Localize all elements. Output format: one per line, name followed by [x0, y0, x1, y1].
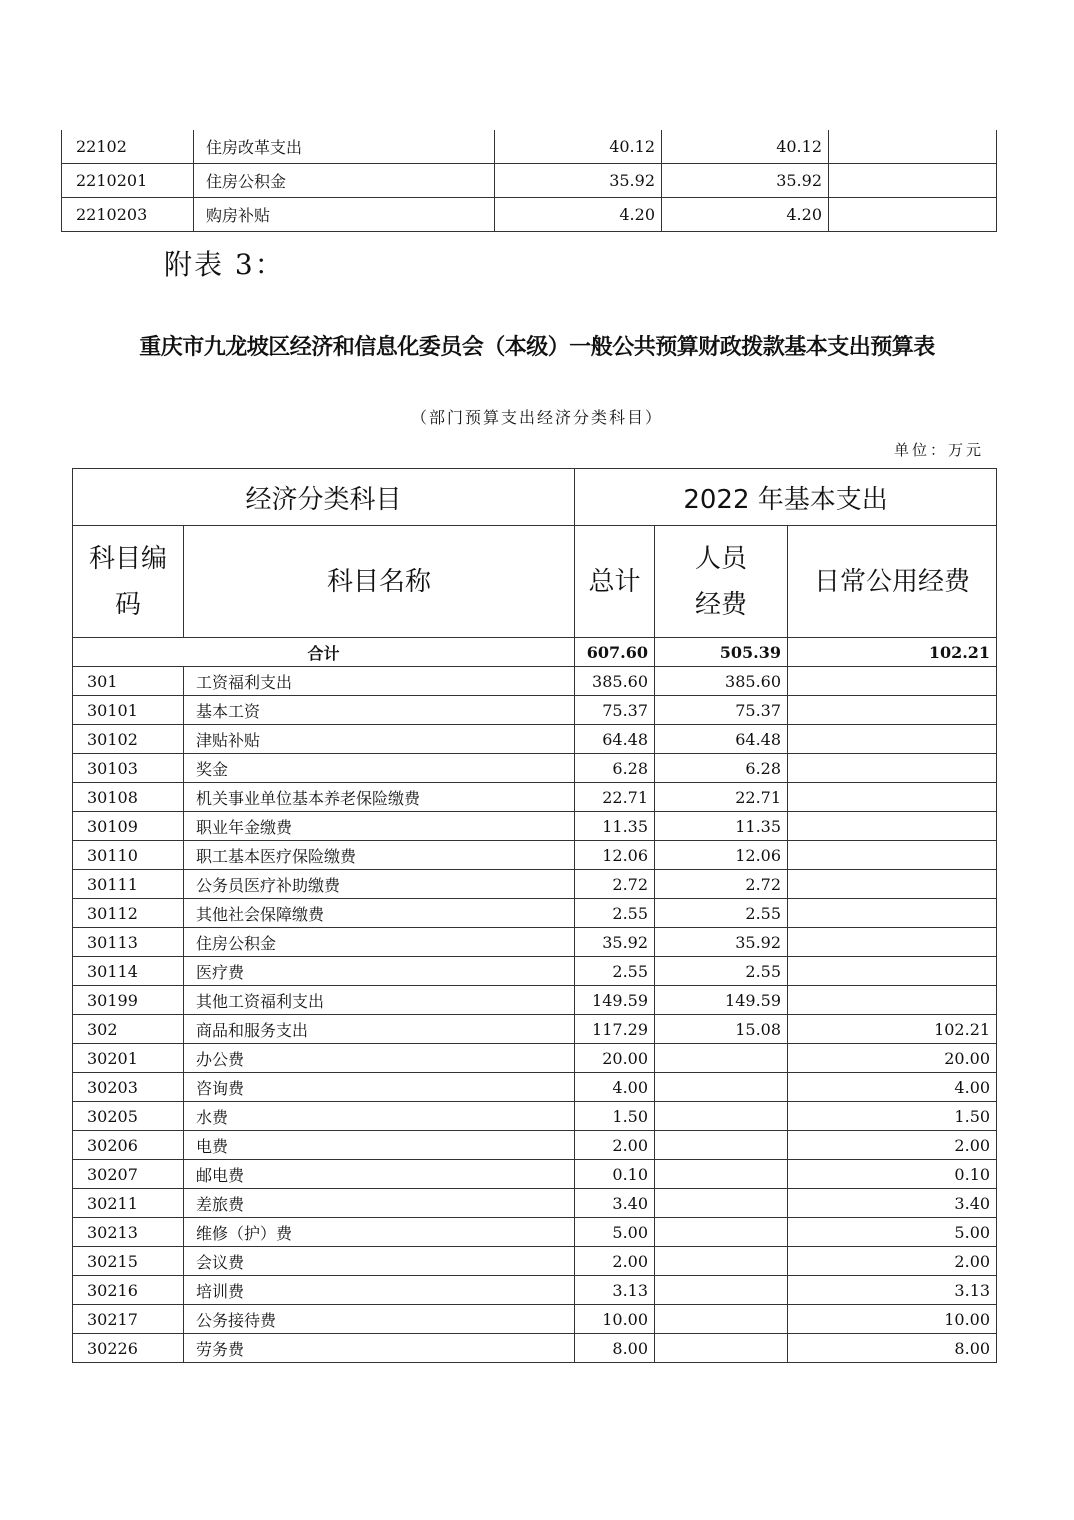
table-row — [73, 696, 997, 725]
cell-total: 3.40 — [575, 1189, 655, 1218]
table-row — [73, 899, 997, 928]
cell-code: 30203 — [73, 1073, 184, 1102]
cell-personnel: 2.72 — [655, 870, 788, 899]
cell-public — [788, 725, 997, 754]
cell-code: 30217 — [73, 1305, 184, 1334]
cell-personnel: 6.28 — [655, 754, 788, 783]
cell-name: 住房公积金 — [184, 928, 575, 957]
cell-public: 0.10 — [788, 1160, 997, 1189]
cell-name: 劳务费 — [184, 1334, 575, 1363]
cell-total: 2.55 — [575, 899, 655, 928]
cell-total: 385.60 — [575, 667, 655, 696]
cell-public: 3.13 — [788, 1276, 997, 1305]
header-public: 日常公用经费 — [788, 526, 997, 638]
cell-total: 11.35 — [575, 812, 655, 841]
table-row — [73, 1015, 997, 1044]
cell-personnel: 11.35 — [655, 812, 788, 841]
cell-name: 培训费 — [184, 1276, 575, 1305]
cell-name: 水费 — [184, 1102, 575, 1131]
header-total: 总计 — [575, 526, 655, 638]
table-row — [73, 870, 997, 899]
cell-public — [788, 899, 997, 928]
cell-personnel — [655, 1334, 788, 1363]
cell-name: 电费 — [184, 1131, 575, 1160]
cell-name: 津贴补贴 — [184, 725, 575, 754]
cell-total: 117.29 — [575, 1015, 655, 1044]
cell-name: 差旅费 — [184, 1189, 575, 1218]
cell-name: 商品和服务支出 — [184, 1015, 575, 1044]
cell-personnel: 385.60 — [655, 667, 788, 696]
cell-total: 149.59 — [575, 986, 655, 1015]
cell-personnel — [655, 1073, 788, 1102]
cell-personnel: 35.92 — [655, 928, 788, 957]
cell-total: 0.10 — [575, 1160, 655, 1189]
cell-total: 2.00 — [575, 1247, 655, 1276]
table-row — [73, 986, 997, 1015]
cell-name: 基本工资 — [184, 696, 575, 725]
total-label: 合计 — [73, 638, 575, 667]
cell-total: 35.92 — [495, 164, 662, 198]
cell-code: 30109 — [73, 812, 184, 841]
cell-public — [788, 928, 997, 957]
cell-name: 会议费 — [184, 1247, 575, 1276]
cell-public — [788, 870, 997, 899]
cell-personnel: 2.55 — [655, 899, 788, 928]
cell-public: 4.00 — [788, 1073, 997, 1102]
budget-table-header — [73, 469, 997, 638]
cell-name: 职业年金缴费 — [184, 812, 575, 841]
cell-public — [788, 783, 997, 812]
header-basic-expenditure: 2022 年基本支出 — [575, 469, 997, 526]
cell-personnel — [655, 1218, 788, 1247]
cell-public: 1.50 — [788, 1102, 997, 1131]
cell-total: 3.13 — [575, 1276, 655, 1305]
cell-total: 2.00 — [575, 1131, 655, 1160]
page-title: 重庆市九龙坡区经济和信息化委员会（本级）一般公共预算财政拨款基本支出预算表 — [139, 335, 935, 360]
cell-personnel — [655, 1131, 788, 1160]
cell-code: 30112 — [73, 899, 184, 928]
cell-total: 6.28 — [575, 754, 655, 783]
table-row — [73, 957, 997, 986]
cell-name: 咨询费 — [184, 1073, 575, 1102]
cell-personnel: 4.20 — [662, 198, 829, 232]
cell-name: 机关事业单位基本养老保险缴费 — [184, 783, 575, 812]
total-total: 607.60 — [575, 638, 655, 667]
cell-name: 公务员医疗补助缴费 — [184, 870, 575, 899]
table-row — [73, 1247, 997, 1276]
cell-personnel — [655, 1160, 788, 1189]
table-row — [73, 783, 997, 812]
cell-personnel — [655, 1044, 788, 1073]
table-row — [73, 1189, 997, 1218]
cell-personnel — [655, 1276, 788, 1305]
table-row — [73, 754, 997, 783]
table-row — [62, 130, 997, 164]
cell-personnel — [655, 1305, 788, 1334]
cell-name: 医疗费 — [184, 957, 575, 986]
header-personnel: 人员经费 — [655, 526, 788, 638]
cell-code: 30102 — [73, 725, 184, 754]
cell-personnel — [655, 1189, 788, 1218]
cell-public: 8.00 — [788, 1334, 997, 1363]
cell-total: 5.00 — [575, 1218, 655, 1247]
cell-public — [829, 130, 997, 164]
table-row — [62, 198, 997, 232]
cell-personnel: 2.55 — [655, 957, 788, 986]
header-economic-category: 经济分类科目 — [73, 469, 575, 526]
table-row — [73, 1073, 997, 1102]
cell-public — [788, 812, 997, 841]
table-row — [73, 928, 997, 957]
total-personnel: 505.39 — [655, 638, 788, 667]
cell-personnel — [655, 1247, 788, 1276]
cell-code: 30205 — [73, 1102, 184, 1131]
cell-name: 住房改革支出 — [194, 130, 495, 164]
cell-personnel: 149.59 — [655, 986, 788, 1015]
cell-total: 2.55 — [575, 957, 655, 986]
cell-name: 职工基本医疗保险缴费 — [184, 841, 575, 870]
continued-table — [61, 130, 997, 232]
table-row — [73, 1044, 997, 1073]
cell-public — [788, 696, 997, 725]
continued-table-body — [62, 130, 997, 232]
cell-total: 4.20 — [495, 198, 662, 232]
cell-total: 4.00 — [575, 1073, 655, 1102]
cell-code: 30110 — [73, 841, 184, 870]
cell-total: 1.50 — [575, 1102, 655, 1131]
cell-name: 维修（护）费 — [184, 1218, 575, 1247]
table-row — [73, 841, 997, 870]
cell-total: 20.00 — [575, 1044, 655, 1073]
cell-public: 10.00 — [788, 1305, 997, 1334]
cell-public: 2.00 — [788, 1247, 997, 1276]
cell-code: 30113 — [73, 928, 184, 957]
cell-name: 其他社会保障缴费 — [184, 899, 575, 928]
table-row — [73, 812, 997, 841]
table-row — [62, 164, 997, 198]
cell-code: 30216 — [73, 1276, 184, 1305]
table-row — [73, 1131, 997, 1160]
budget-table — [72, 468, 997, 1363]
cell-public — [829, 198, 997, 232]
cell-total: 12.06 — [575, 841, 655, 870]
cell-total: 64.48 — [575, 725, 655, 754]
cell-personnel: 75.37 — [655, 696, 788, 725]
total-public: 102.21 — [788, 638, 997, 667]
table-row — [73, 1218, 997, 1247]
cell-personnel: 22.71 — [655, 783, 788, 812]
cell-total: 40.12 — [495, 130, 662, 164]
cell-personnel: 35.92 — [662, 164, 829, 198]
page-subtitle: （部门预算支出经济分类科目） — [410, 408, 663, 427]
cell-public — [788, 957, 997, 986]
table-row — [73, 1160, 997, 1189]
cell-public — [788, 986, 997, 1015]
cell-personnel: 40.12 — [662, 130, 829, 164]
total-row — [73, 638, 997, 667]
cell-code: 30103 — [73, 754, 184, 783]
cell-personnel — [655, 1102, 788, 1131]
cell-total: 75.37 — [575, 696, 655, 725]
appendix-label: 附表 3： — [164, 248, 285, 281]
cell-code: 302 — [73, 1015, 184, 1044]
cell-name: 其他工资福利支出 — [184, 986, 575, 1015]
cell-public — [788, 841, 997, 870]
unit-label: 单位：万元 — [893, 441, 984, 459]
cell-personnel: 12.06 — [655, 841, 788, 870]
table-row — [73, 725, 997, 754]
cell-code: 2210203 — [62, 198, 194, 232]
cell-total: 8.00 — [575, 1334, 655, 1363]
cell-public: 102.21 — [788, 1015, 997, 1044]
cell-public — [829, 164, 997, 198]
cell-code: 30201 — [73, 1044, 184, 1073]
cell-name: 邮电费 — [184, 1160, 575, 1189]
header-name: 科目名称 — [184, 526, 575, 638]
cell-code: 2210201 — [62, 164, 194, 198]
cell-code: 30206 — [73, 1131, 184, 1160]
cell-code: 30111 — [73, 870, 184, 899]
cell-code: 30199 — [73, 986, 184, 1015]
cell-code: 30108 — [73, 783, 184, 812]
cell-total: 22.71 — [575, 783, 655, 812]
cell-name: 住房公积金 — [194, 164, 495, 198]
cell-personnel: 64.48 — [655, 725, 788, 754]
cell-public: 2.00 — [788, 1131, 997, 1160]
cell-public — [788, 754, 997, 783]
budget-table-body — [73, 638, 997, 1363]
cell-name: 公务接待费 — [184, 1305, 575, 1334]
cell-code: 30114 — [73, 957, 184, 986]
cell-public: 20.00 — [788, 1044, 997, 1073]
cell-name: 工资福利支出 — [184, 667, 575, 696]
cell-code: 30101 — [73, 696, 184, 725]
cell-public — [788, 667, 997, 696]
cell-code: 30213 — [73, 1218, 184, 1247]
table-row — [73, 667, 997, 696]
cell-code: 30207 — [73, 1160, 184, 1189]
cell-total: 2.72 — [575, 870, 655, 899]
cell-name: 奖金 — [184, 754, 575, 783]
cell-total: 35.92 — [575, 928, 655, 957]
table-row — [73, 1334, 997, 1363]
cell-name: 办公费 — [184, 1044, 575, 1073]
cell-code: 22102 — [62, 130, 194, 164]
cell-code: 301 — [73, 667, 184, 696]
cell-code: 30215 — [73, 1247, 184, 1276]
header-code: 科目编码 — [73, 526, 184, 638]
cell-code: 30211 — [73, 1189, 184, 1218]
cell-public: 3.40 — [788, 1189, 997, 1218]
cell-total: 10.00 — [575, 1305, 655, 1334]
table-row — [73, 1276, 997, 1305]
cell-code: 30226 — [73, 1334, 184, 1363]
table-row — [73, 1305, 997, 1334]
cell-personnel: 15.08 — [655, 1015, 788, 1044]
cell-name: 购房补贴 — [194, 198, 495, 232]
cell-public: 5.00 — [788, 1218, 997, 1247]
table-row — [73, 1102, 997, 1131]
